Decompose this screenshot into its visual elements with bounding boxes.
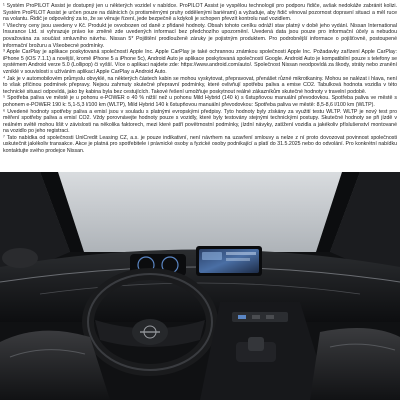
footnote-3: ³ Apple CarPlay je aplikace poskytovaná společností Apple Inc. Apple CarPlay je také ochrannou známkou společnosti Apple Inc. Požadavky zařízení Apple CarPlay: iPhone 5 (iOS 7.1.1) a novější, kromě iPhone 5 a iPhone 5c), Android Auto je aplikace poskytovaná společností Google. Android Auto je kompatibilní pouze s telefony se systémem Android verze 5.0 (Lollipop) či vyšší. Více o aplikaci najdete zde: https://www.android.com/auto/. Společnost Nissan neodpovídá za škody, stráty nebo zranění vzniklé v souvislosti s užíváním aplikací Apple CarPlay a Android Auto. [3,49,397,75]
footnote-6: ⁶ Uvedené hodnoty spotřeby paliva a emisí jsou v souladu s platnými evropskými předpisy. Tyto hodnoty byly získány za využití testu WLTP. WLTP je nový test pro měření spotřeby paliva a emisí CO2. Vždy porovnávejte hodnoty pouze s vozidly, které byly testovány stejnými technickými postupy. Skutečné hodnoty se při jízdě v reálném světě mohou lišit v závislosti na několika faktorech, mezi které patří povětrnostní podmínky, jízdní návyky, zatížení vozidla a jakékoliv příslušenství montované na vozidlo po jeho registraci. [3,108,397,135]
car-interior-photo [0,172,400,400]
footnote-7: ⁷ Tato nabídka od společnosti UniCredit Leasing CZ, a.s. je pouze indikativní, není návrhem na uzavření smlouvy a nelze z ní proto dovozovat povinnost společnosti uskutečnit jakékoliv transakce. Akce je platná pro spotřebitele i právnické osoby a fyzické osoby podnikající a platí do 31.5.2025 nebo do odvolání. Pro konkrétní nabídku kontaktujte svého prodejce Nissan. [3,134,397,155]
footnote-5: ⁵ Spotřeba paliva ve městě je u pohonu e-POWER o 40 % nižší než u pohonu Mild Hybrid (140 k) s 6stupňovou manuální převodovkou. Spotřeba paliva ve městě s pohonem e-POWER 190 k: 5,1-5,3 l/100 km (WLTP), Mild Hybrid 140 k 6stupňovou manuální převodovkou: Spotřeba paliva ve městě: 8,5-8,6 l/100 km (WLTP). [3,95,397,108]
disclaimer-text [3,3,397,155]
footnote-2: ² Všechny ceny jsou uvedeny v Kč. Produkt je ovvobozen od daně z přidané hodnoty. Obsah tohoto cenîku odráží stav platný v době jeho vydání. Nissan International Insurance Ltd. si vyhrazuje právo ke změně zde uvedených informací bez předchozího upozornění. Uvedená data jsou pouze pro informační účely a nebudou považována za součást smluvního návrhu. Nissan 5* Pojištění prodlouženě záruky je pojistným produktem. Pro podrobnější informace o pojišťovně, postoupené informační brožuru a Všeobecné podmínky. [3,22,397,49]
windshield [40,172,360,252]
footnote-4: ⁴ Jak je v automobilovém průmyslu obvyklé, na některých částech kabin se mohou vyskytovat, přepravovat, přenášet různé mikrotkaniny. Mohou se nalézat i hlava, není to však příčinou podmínek přepravy. Nejsou zahrnuty skutečné přepravní podmínky, které ovlivňují spotřebu paliva a emise CO2. Tabulková hodnota vozidla v této technické situaci odpovídá, jako by kabina byla bez cestujících. Takové řešení umožňuje poskytnout reálné zákazníkům skutečné hodnoty v travelní podobě. [3,75,397,95]
footnote-1: ¹ Systém ProPILOT Assist je dostupný jen u některých vozidel v nabídce. ProPILOT Assist je vyspělou technologií pro podporu řidiče, avšak nedokáže zabránit kolizi. Systém ProPILOT Assist je určen pouze na dálnicích (s protisměrnými pruhy oddělenými bariérami) a vyžaduje, aby řidič věnoval pozornost dopravní situaci a měl ruce na volantu. Řidič je odpovědný za to, že se věnuje řízení, jede bezpečně a kdykoli je schopen převzít kontrolu nad vozidlem. [3,3,397,23]
passenger-seat [310,328,400,400]
